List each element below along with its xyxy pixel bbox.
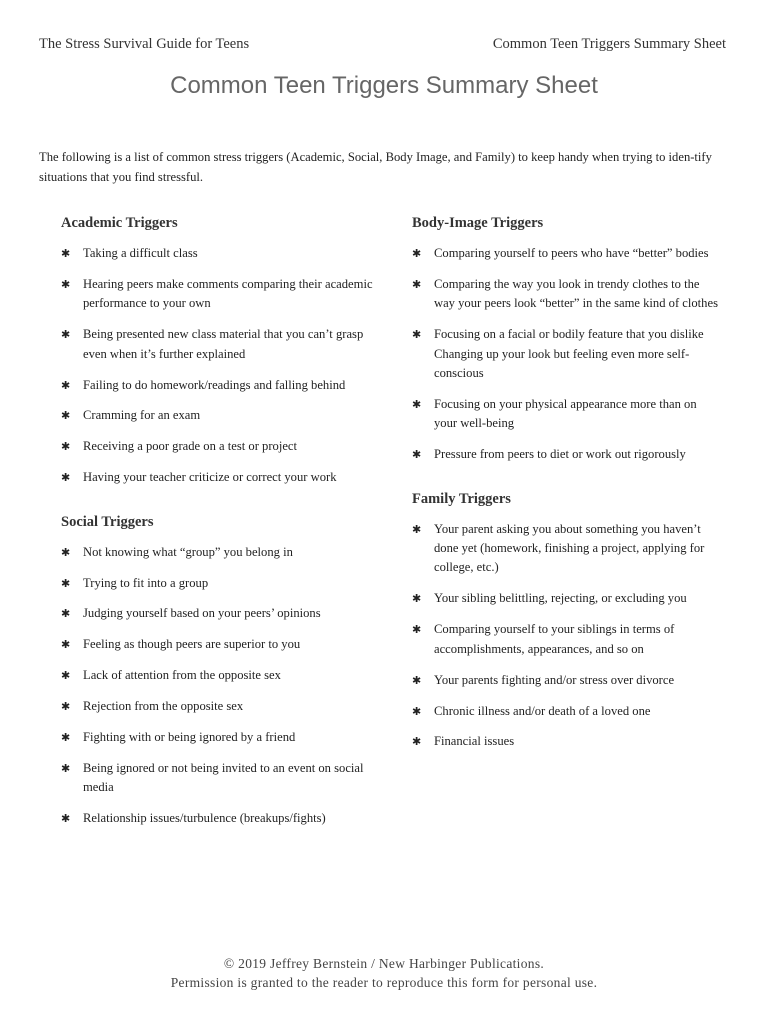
trigger-item: [61, 759, 381, 798]
trigger-item-text: Focusing on a facial or bodily feature that you dislike Changing up your look but feeling even more self-conscious: [434, 327, 704, 381]
trigger-item: [412, 671, 722, 690]
asterisk-bullet-icon: ✱: [61, 409, 71, 423]
trigger-item-text: Focusing on your physical appearance more than on your well-being: [434, 396, 697, 431]
trigger-item-text: Your parents fighting and/or stress over divorce: [434, 672, 675, 687]
trigger-item: [412, 620, 722, 659]
asterisk-bullet-icon: ✱: [412, 328, 422, 342]
asterisk-bullet-icon: ✱: [412, 397, 422, 411]
trigger-item-text: Not knowing what “group” you belong in: [83, 544, 293, 559]
asterisk-bullet-icon: ✱: [61, 731, 71, 745]
right-column: [412, 213, 722, 776]
asterisk-bullet-icon: ✱: [61, 247, 71, 260]
trigger-item: [412, 325, 722, 383]
trigger-item-text: Comparing yourself to peers who have “better” bodies: [434, 246, 709, 260]
asterisk-bullet-icon: ✱: [61, 576, 71, 590]
trigger-item: [61, 809, 381, 828]
family-triggers-list: [412, 520, 722, 752]
trigger-item-text: Lack of attention from the opposite sex: [83, 668, 281, 683]
trigger-item-text: Being presented new class material that you can’t grasp even when it’s further explained: [83, 327, 364, 361]
trigger-item: [61, 574, 381, 593]
asterisk-bullet-icon: ✱: [61, 762, 71, 775]
asterisk-bullet-icon: ✱: [412, 522, 422, 536]
asterisk-bullet-icon: ✱: [412, 673, 422, 687]
trigger-item: [412, 732, 722, 751]
trigger-item-text: Financial issues: [434, 734, 515, 749]
trigger-item: [61, 543, 381, 562]
asterisk-bullet-icon: ✱: [61, 378, 71, 392]
trigger-item-text: Rejection from the opposite sex: [83, 699, 244, 714]
trigger-item: [61, 728, 381, 747]
asterisk-bullet-icon: ✱: [61, 545, 71, 559]
page-title: Common Teen Triggers Summary Sheet: [170, 72, 598, 99]
trigger-item-text: Cramming for an exam: [83, 408, 201, 423]
trigger-item: [412, 244, 722, 263]
asterisk-bullet-icon: ✱: [61, 328, 71, 342]
trigger-item-text: Judging yourself based on your peers’ opinions: [83, 606, 321, 621]
trigger-item: [61, 604, 381, 623]
trigger-item: [61, 406, 381, 425]
social-triggers-list: [61, 543, 381, 829]
permission-line: Permission is granted to the reader to reproduce this form for personal use.: [170, 975, 598, 990]
asterisk-bullet-icon: ✱: [61, 440, 71, 454]
trigger-item-text: Trying to fit into a group: [83, 575, 209, 590]
trigger-item-text: Receiving a poor grade on a test or project: [83, 439, 298, 454]
asterisk-bullet-icon: ✱: [61, 638, 71, 652]
asterisk-bullet-icon: ✱: [412, 277, 422, 291]
trigger-item-text: Having your teacher criticize or correct your work: [83, 470, 337, 485]
trigger-item: [61, 275, 381, 314]
running-header: [39, 36, 726, 53]
social-triggers-heading: Social Triggers: [61, 513, 154, 530]
trigger-item: [412, 702, 722, 721]
trigger-item: [412, 589, 722, 608]
trigger-item: [61, 376, 381, 395]
academic-triggers-list: [61, 244, 381, 488]
body-image-triggers-section: [412, 213, 722, 465]
asterisk-bullet-icon: ✱: [61, 669, 71, 683]
body-image-triggers-heading: Body-Image Triggers: [412, 215, 544, 231]
asterisk-bullet-icon: ✱: [61, 700, 71, 714]
trigger-item: [61, 468, 381, 487]
asterisk-bullet-icon: ✱: [412, 623, 422, 637]
body-image-triggers-list: [412, 244, 722, 465]
trigger-item-text: Chronic illness and/or death of a loved one: [434, 703, 651, 718]
header-sheet-title: Common Teen Triggers Summary Sheet: [492, 36, 726, 52]
trigger-item-text: Failing to do homework/readings and falling behind: [83, 377, 346, 392]
asterisk-bullet-icon: ✱: [412, 735, 422, 749]
trigger-item: [412, 395, 722, 434]
asterisk-bullet-icon: ✱: [412, 247, 422, 260]
trigger-item-text: Fighting with or being ignored by a friend: [83, 730, 296, 745]
trigger-item: [61, 325, 381, 364]
trigger-item-text: Hearing peers make comments comparing their academic performance to your own: [83, 276, 373, 311]
asterisk-bullet-icon: ✱: [61, 812, 71, 826]
asterisk-bullet-icon: ✱: [412, 592, 422, 606]
trigger-item: [412, 520, 722, 578]
trigger-item: [61, 697, 381, 716]
header-book-title: The Stress Survival Guide for Teens: [39, 36, 250, 52]
trigger-item: [61, 244, 381, 263]
intro-paragraph: The following is a list of common stress triggers (Academic, Social, Body Image, and Family) to keep handy when trying to iden-tify situations that you find stressful.: [39, 150, 712, 184]
asterisk-bullet-icon: ✱: [61, 277, 71, 291]
academic-triggers-heading: Academic Triggers: [61, 215, 178, 231]
family-triggers-section: [412, 489, 722, 752]
academic-triggers-section: [61, 213, 381, 488]
trigger-item: [412, 275, 722, 314]
trigger-item-text: Relationship issues/turbulence (breakups/fights): [83, 811, 326, 826]
trigger-item: [61, 666, 381, 685]
asterisk-bullet-icon: ✱: [61, 607, 71, 621]
copyright-footer: [0, 954, 768, 992]
left-column: [61, 213, 381, 853]
asterisk-bullet-icon: ✱: [412, 704, 422, 718]
trigger-item: [61, 635, 381, 654]
trigger-item: [412, 445, 722, 464]
trigger-item-text: Comparing yourself to your siblings in terms of accomplishments, appearances, and so on: [434, 622, 675, 656]
trigger-item-text: Taking a difficult class: [83, 246, 198, 260]
trigger-item-text: Your sibling belittling, rejecting, or excluding you: [434, 591, 687, 606]
trigger-item-text: Pressure from peers to diet or work out rigorously: [434, 447, 686, 462]
trigger-item-text: Being ignored or not being invited to an event on social media: [83, 761, 364, 795]
asterisk-bullet-icon: ✱: [412, 448, 422, 462]
trigger-item-text: Feeling as though peers are superior to you: [83, 637, 301, 652]
copyright-line: © 2019 Jeffrey Bernstein / New Harbinger Publications.: [223, 956, 545, 971]
trigger-item-text: Your parent asking you about something you haven’t done yet (homework, finishing a project, applying for college, etc.): [434, 521, 705, 575]
family-triggers-heading: Family Triggers: [412, 490, 511, 507]
asterisk-bullet-icon: ✱: [61, 471, 71, 485]
trigger-item-text: Comparing the way you look in trendy clothes to the way your peers look “better” in the same kind of clothes: [434, 276, 718, 311]
trigger-item: [61, 437, 381, 456]
social-triggers-section: [61, 512, 381, 829]
